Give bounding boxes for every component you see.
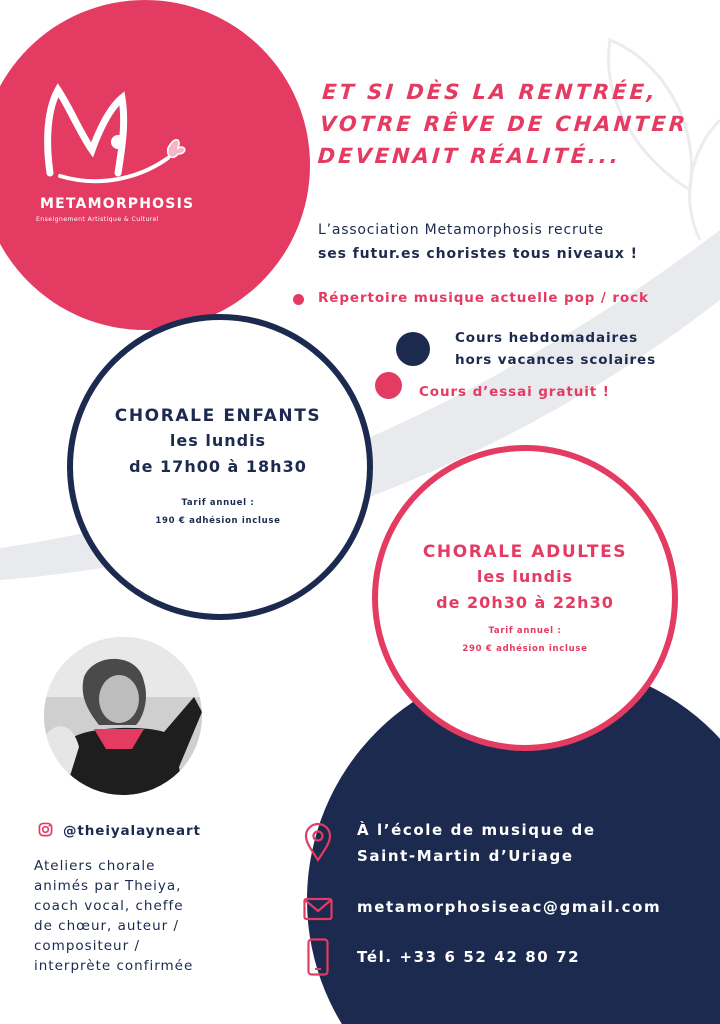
logo-name: METAMORPHOSIS xyxy=(40,196,195,212)
enfants-tarif-label: Tarif annuel : xyxy=(181,498,255,508)
location-pin-icon xyxy=(304,822,332,862)
headline-line: ET SI DÈS LA RENTRÉE, xyxy=(321,80,659,104)
instructor-photo xyxy=(44,637,202,795)
intro-line-1: L’association Metamorphosis recrute xyxy=(318,222,604,238)
address xyxy=(357,817,596,869)
bio-line: compositeur / xyxy=(34,938,140,954)
metamorphosis-logo-icon xyxy=(40,78,200,188)
pink-bullet-small xyxy=(293,294,304,305)
feature-cours-line-2: hors vacances scolaires xyxy=(455,352,657,368)
enfants-tarif xyxy=(68,494,368,530)
bio-line: interprète confirmée xyxy=(34,958,194,974)
instagram-handle-text: @theiyalayneart xyxy=(63,823,201,839)
instructor-bio xyxy=(34,856,274,976)
enfants-day: les lundis xyxy=(169,431,267,450)
feature-essai: Cours d’essai gratuit ! xyxy=(419,384,610,400)
enfants-title: CHORALE ENFANTS xyxy=(114,406,322,426)
instagram-icon xyxy=(38,822,53,837)
email-link[interactable]: metamorphosiseac@gmail.com xyxy=(357,898,662,916)
feature-cours xyxy=(455,327,656,371)
intro-line-2: ses futur.es choristes tous niveaux ! xyxy=(318,246,638,262)
adultes-tarif-label: Tarif annuel : xyxy=(488,626,562,636)
chorale-adultes xyxy=(375,540,675,658)
phone-number[interactable]: Tél. +33 6 52 42 80 72 xyxy=(357,948,581,966)
navy-bullet xyxy=(396,332,430,366)
pink-bullet xyxy=(375,372,402,399)
enfants-tarif-value: 190 € adhésion incluse xyxy=(155,516,281,526)
enfants-hours: de 17h00 à 18h30 xyxy=(129,457,307,476)
adultes-tarif-value: 290 € adhésion incluse xyxy=(462,644,588,654)
feature-cours-line-1: Cours hebdomadaires xyxy=(455,330,639,346)
headline xyxy=(317,76,704,172)
adultes-tarif xyxy=(375,622,675,658)
smartphone-icon xyxy=(307,938,329,976)
headline-line: VOTRE RÊVE DE CHANTER xyxy=(319,112,689,136)
bio-line: animés par Theiya, xyxy=(34,878,182,894)
adultes-title: CHORALE ADULTES xyxy=(422,542,628,562)
bio-line: Ateliers chorale xyxy=(34,858,156,874)
address-line-1: À l’école de musique de xyxy=(357,821,596,839)
envelope-icon xyxy=(303,897,333,921)
adultes-day: les lundis xyxy=(476,567,574,586)
adultes-hours: de 20h30 à 22h30 xyxy=(436,593,614,612)
feature-repertoire: Répertoire musique actuelle pop / rock xyxy=(318,290,649,306)
headline-line: DEVENAIT RÉALITÉ... xyxy=(316,144,622,168)
intro-text xyxy=(318,218,638,266)
chorale-enfants xyxy=(68,404,368,530)
logo-tagline: Enseignement Artistique & Culturel xyxy=(36,216,159,223)
bio-line: coach vocal, cheffe xyxy=(34,898,184,914)
bio-line: de chœur, auteur / xyxy=(34,918,180,934)
address-line-2: Saint-Martin d’Uriage xyxy=(357,847,574,865)
instagram-handle[interactable] xyxy=(38,822,201,839)
